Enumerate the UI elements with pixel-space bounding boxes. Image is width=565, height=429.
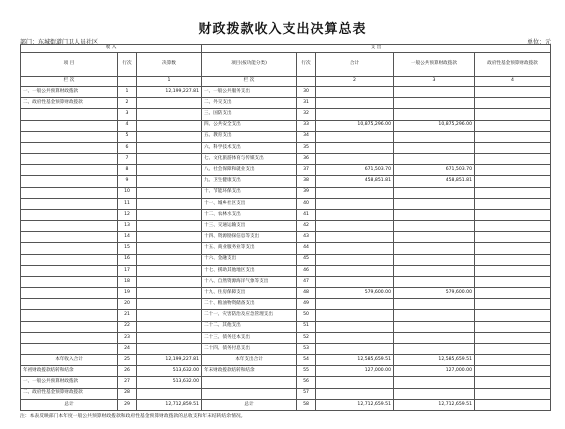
expense-govfund-cell	[475, 321, 551, 332]
expense-lineno-cell: 45	[297, 254, 316, 265]
income-item-cell	[21, 332, 118, 343]
table-row	[21, 243, 551, 254]
expense-total-cell: 579,600.00	[316, 288, 394, 299]
expense-lineno-cell: 43	[297, 232, 316, 243]
expense-item-cell: 一、一般公共服务支出	[202, 87, 297, 98]
expense-lineno-cell: 53	[297, 343, 316, 354]
expense-total-cell	[316, 321, 394, 332]
income-lineno-cell: 16	[118, 254, 137, 265]
table-row	[21, 310, 551, 321]
expense-item-cell: 七、文化旅游体育与传媒支出	[202, 154, 297, 165]
expense-total-cell	[316, 221, 394, 232]
expense-item-cell: 总计	[202, 399, 297, 410]
expense-general-cell	[394, 142, 475, 153]
expense-govfund-cell	[475, 310, 551, 321]
income-amount-cell	[137, 265, 202, 276]
expense-item-cell: 二十四、债务付息支出	[202, 343, 297, 354]
expense-general-cell	[394, 109, 475, 120]
income-amount-cell: 12,199,227.81	[137, 355, 202, 366]
expense-total-cell	[316, 198, 394, 209]
expense-item-cell	[202, 388, 297, 399]
expense-lineno-cell: 47	[297, 276, 316, 287]
expense-item-cell: 十六、金融支出	[202, 254, 297, 265]
income-lineno-cell: 6	[118, 142, 137, 153]
expense-item-cell: 十、节能环保支出	[202, 187, 297, 198]
income-lineno-cell: 26	[118, 366, 137, 377]
expense-govfund-cell	[475, 131, 551, 142]
table-row	[21, 254, 551, 265]
footnote: 注：本表反映部门本年度一般公共预算财政拨款和政府性基金预算财政拨款的总收支和年末结转结余情况。	[20, 414, 246, 419]
expense-govfund-cell	[475, 198, 551, 209]
income-item-cell	[21, 165, 118, 176]
expense-govfund-cell	[475, 299, 551, 310]
expense-item-cell: 十八、自然资源海洋气象等支出	[202, 276, 297, 287]
expense-govfund-header: 政府性基金预算财政拨款	[475, 53, 551, 77]
income-item-cell: 总计	[21, 399, 118, 410]
expense-general-cell	[394, 87, 475, 98]
income-lineno-cell: 22	[118, 321, 137, 332]
expense-total-cell	[316, 243, 394, 254]
expense-general-cell	[394, 187, 475, 198]
expense-govfund-cell	[475, 221, 551, 232]
expense-item-cell: 十九、住房保障支出	[202, 288, 297, 299]
table-row	[21, 276, 551, 287]
expense-lineno-header: 行次	[297, 53, 316, 77]
unit-label: 单位：元	[526, 39, 551, 46]
expense-general-cell	[394, 299, 475, 310]
expense-lineno-cell: 50	[297, 310, 316, 321]
income-lineno-cell: 17	[118, 265, 137, 276]
expense-general-cell	[394, 343, 475, 354]
expense-govfund-cell	[475, 176, 551, 187]
expense-govfund-cell	[475, 332, 551, 343]
table-row	[21, 366, 551, 377]
income-amount-cell	[137, 187, 202, 198]
income-amount-cell	[137, 142, 202, 153]
expense-general-cell: 579,600.00	[394, 288, 475, 299]
income-lineno-header: 行次	[118, 53, 137, 77]
expense-lineno-cell: 33	[297, 120, 316, 131]
expense-govfund-cell	[475, 232, 551, 243]
table-row	[21, 209, 551, 220]
expense-total-cell	[316, 87, 394, 98]
col-number-4: 4	[475, 77, 551, 87]
expense-general-cell	[394, 131, 475, 142]
income-amount-cell	[137, 154, 202, 165]
expense-govfund-cell	[475, 154, 551, 165]
income-lineno-cell: 18	[118, 276, 137, 287]
expense-general-cell	[394, 388, 475, 399]
income-item-cell: 本年收入合计	[21, 355, 118, 366]
income-item-cell: 二、政府性基金预算财政拨款	[21, 388, 118, 399]
income-item-cell	[21, 154, 118, 165]
income-item-cell	[21, 176, 118, 187]
expense-general-cell	[394, 221, 475, 232]
expense-govfund-cell	[475, 243, 551, 254]
expense-lineno-cell: 49	[297, 299, 316, 310]
income-item-cell	[21, 254, 118, 265]
expense-total-cell	[316, 276, 394, 287]
expense-item-cell: 八、社会保障和就业支出	[202, 165, 297, 176]
expense-lineno-cell: 36	[297, 154, 316, 165]
report-title: 财政拨款收入支出决算总表	[198, 22, 367, 37]
income-amount-cell	[137, 198, 202, 209]
income-amount-cell	[137, 176, 202, 187]
income-item-cell	[21, 310, 118, 321]
expense-govfund-cell	[475, 366, 551, 377]
income-amount-cell	[137, 209, 202, 220]
expense-lineno-cell: 55	[297, 366, 316, 377]
expense-total-cell	[316, 142, 394, 153]
expense-total-cell	[316, 254, 394, 265]
expense-total-cell	[316, 187, 394, 198]
income-amount-cell	[137, 243, 202, 254]
table-row	[21, 343, 551, 354]
table-row	[21, 187, 551, 198]
expense-general-cell: 671,503.70	[394, 165, 475, 176]
expense-general-cell: 12,585,659.51	[394, 355, 475, 366]
income-amount-cell: 513,632.00	[137, 366, 202, 377]
expense-lineno-cell: 56	[297, 377, 316, 388]
expense-govfund-cell	[475, 265, 551, 276]
table-row	[21, 377, 551, 388]
expense-item-cell: 二十一、灾害防治及应急管理支出	[202, 310, 297, 321]
income-item-cell	[21, 187, 118, 198]
expense-lineno-cell: 35	[297, 142, 316, 153]
table-row	[21, 332, 551, 343]
income-lineno-cell: 15	[118, 243, 137, 254]
table-row	[21, 321, 551, 332]
expense-item-cell: 十五、商业服务业等支出	[202, 243, 297, 254]
expense-general-cell	[394, 321, 475, 332]
income-amount-cell	[137, 321, 202, 332]
table-row	[21, 265, 551, 276]
expense-lineno-cell: 52	[297, 332, 316, 343]
income-col-label: 栏 次	[21, 77, 118, 87]
expense-total-cell: 10,875,296.00	[316, 120, 394, 131]
expense-item-cell: 五、教育支出	[202, 131, 297, 142]
income-item-header: 项 目	[21, 53, 118, 77]
expense-lineno-cell: 54	[297, 355, 316, 366]
expense-govfund-cell	[475, 355, 551, 366]
expense-item-cell: 年末财政拨款结转和结余	[202, 366, 297, 377]
income-amount-cell	[137, 120, 202, 131]
expense-total-cell	[316, 265, 394, 276]
income-lineno-cell: 3	[118, 109, 137, 120]
income-amount-cell	[137, 232, 202, 243]
income-amount-cell	[137, 165, 202, 176]
table-row	[21, 120, 551, 131]
income-item-cell	[21, 221, 118, 232]
expense-item-cell: 十二、农林水支出	[202, 209, 297, 220]
income-item-cell	[21, 109, 118, 120]
income-item-cell: 年初财政拨款结转和结余	[21, 366, 118, 377]
expense-item-cell: 本年支出合计	[202, 355, 297, 366]
expense-item-cell: 十七、援助其他地区支出	[202, 265, 297, 276]
income-amount-cell	[137, 310, 202, 321]
expense-govfund-cell	[475, 165, 551, 176]
expense-general-cell	[394, 198, 475, 209]
income-amount-cell	[137, 332, 202, 343]
income-amount-cell	[137, 276, 202, 287]
expense-item-cell: 十三、交通运输支出	[202, 221, 297, 232]
income-item-cell: 一、一般公共预算财政拨款	[21, 87, 118, 98]
expense-general-cell	[394, 98, 475, 109]
col-number-3: 3	[394, 77, 475, 87]
expense-item-cell: 三、国防支出	[202, 109, 297, 120]
expense-general-cell	[394, 232, 475, 243]
income-lineno-cell: 23	[118, 332, 137, 343]
income-header: 收 入	[21, 45, 202, 53]
expense-lineno-cell: 44	[297, 243, 316, 254]
expense-general-cell	[394, 265, 475, 276]
expense-govfund-cell	[475, 109, 551, 120]
expense-lineno-cell: 38	[297, 176, 316, 187]
table-row	[21, 165, 551, 176]
col-number-1: 1	[137, 77, 202, 87]
table-row	[21, 355, 551, 366]
expense-total-cell	[316, 131, 394, 142]
expense-total-cell: 458,851.81	[316, 176, 394, 187]
income-lineno-cell: 29	[118, 399, 137, 410]
expense-govfund-cell	[475, 276, 551, 287]
department-label: 部门：东城街道门卫人员社区	[20, 39, 99, 46]
income-lineno-cell: 13	[118, 221, 137, 232]
income-lineno-cell: 14	[118, 232, 137, 243]
income-lineno-cell: 7	[118, 154, 137, 165]
income-amount-cell	[137, 254, 202, 265]
expense-lineno-cell: 41	[297, 209, 316, 220]
expense-item-cell: 二十三、债务还本支出	[202, 332, 297, 343]
income-amount-cell	[137, 131, 202, 142]
expense-total-cell	[316, 343, 394, 354]
income-amount-cell	[137, 288, 202, 299]
income-lineno-cell: 5	[118, 131, 137, 142]
expense-govfund-cell	[475, 399, 551, 410]
expense-total-header: 合计	[316, 53, 394, 77]
income-item-cell	[21, 120, 118, 131]
expense-total-cell	[316, 98, 394, 109]
income-amount-cell: 12,712,859.51	[137, 399, 202, 410]
income-lineno-cell: 19	[118, 288, 137, 299]
income-item-cell	[21, 276, 118, 287]
income-item-cell	[21, 321, 118, 332]
expense-govfund-cell	[475, 209, 551, 220]
income-item-cell	[21, 142, 118, 153]
expense-item-cell: 四、公共安全支出	[202, 120, 297, 131]
expense-general-cell: 458,851.81	[394, 176, 475, 187]
income-lineno-cell: 1	[118, 87, 137, 98]
income-amount-cell	[137, 109, 202, 120]
expense-general-cell	[394, 276, 475, 287]
expense-govfund-cell	[475, 87, 551, 98]
income-item-cell	[21, 299, 118, 310]
expense-govfund-cell	[475, 388, 551, 399]
table-row	[21, 142, 551, 153]
income-item-cell: 一、一般公共预算财政拨款	[21, 377, 118, 388]
expense-lineno-cell: 30	[297, 87, 316, 98]
income-amount-cell	[137, 221, 202, 232]
expense-govfund-cell	[475, 98, 551, 109]
expense-total-cell	[316, 377, 394, 388]
expense-total-cell: 127,000.00	[316, 366, 394, 377]
income-lineno-cell: 25	[118, 355, 137, 366]
expense-item-cell: 十一、城乡社区支出	[202, 198, 297, 209]
income-lineno-cell: 24	[118, 343, 137, 354]
income-amount-cell	[137, 343, 202, 354]
expense-item-header: 项目(按功能分类)	[202, 53, 297, 77]
income-lineno-cell: 21	[118, 310, 137, 321]
expense-govfund-cell	[475, 142, 551, 153]
expense-total-cell: 12,712,659.51	[316, 399, 394, 410]
expense-total-cell: 671,503.70	[316, 165, 394, 176]
expense-total-cell	[316, 299, 394, 310]
income-item-cell: 二、政府性基金预算财政拨款	[21, 98, 118, 109]
expense-govfund-cell	[475, 120, 551, 131]
expense-lineno-cell: 57	[297, 388, 316, 399]
expense-total-cell	[316, 310, 394, 321]
table-row	[21, 109, 551, 120]
income-amount-header: 决算数	[137, 53, 202, 77]
income-lineno-cell: 27	[118, 377, 137, 388]
income-lineno-cell: 11	[118, 198, 137, 209]
income-lineno-cell: 20	[118, 299, 137, 310]
table-row	[21, 299, 551, 310]
expense-general-cell	[394, 377, 475, 388]
expense-total-cell	[316, 388, 394, 399]
income-item-cell	[21, 131, 118, 142]
income-amount-cell	[137, 388, 202, 399]
income-item-cell	[21, 265, 118, 276]
income-item-cell	[21, 343, 118, 354]
table-row	[21, 388, 551, 399]
expense-total-cell	[316, 232, 394, 243]
income-item-cell	[21, 232, 118, 243]
table-row	[21, 288, 551, 299]
expense-lineno-cell: 32	[297, 109, 316, 120]
income-lineno-cell: 10	[118, 187, 137, 198]
income-item-cell	[21, 288, 118, 299]
expense-lineno-cell: 39	[297, 187, 316, 198]
table-row	[21, 98, 551, 109]
expense-item-cell: 二十二、其他支出	[202, 321, 297, 332]
expense-total-cell	[316, 209, 394, 220]
expense-general-cell: 12,712,659.51	[394, 399, 475, 410]
table-row	[21, 232, 551, 243]
income-amount-cell	[137, 98, 202, 109]
expense-lineno-cell: 46	[297, 265, 316, 276]
income-lineno-cell: 9	[118, 176, 137, 187]
expense-lineno-cell: 37	[297, 165, 316, 176]
expense-lineno-cell: 34	[297, 131, 316, 142]
expense-govfund-cell	[475, 377, 551, 388]
expense-general-cell: 127,000.00	[394, 366, 475, 377]
expense-lineno-cell: 48	[297, 288, 316, 299]
expense-general-cell	[394, 209, 475, 220]
expense-general-cell	[394, 332, 475, 343]
expense-general-cell: 10,875,296.00	[394, 120, 475, 131]
income-lineno-cell: 28	[118, 388, 137, 399]
table-row	[21, 131, 551, 142]
table-row	[21, 154, 551, 165]
income-item-cell	[21, 243, 118, 254]
expense-govfund-cell	[475, 187, 551, 198]
table-row	[21, 176, 551, 187]
expense-header: 支 出	[202, 45, 551, 53]
expense-total-cell: 12,585,659.51	[316, 355, 394, 366]
report-table	[20, 44, 551, 411]
income-amount-cell	[137, 299, 202, 310]
expense-col-label: 栏 次	[202, 77, 297, 87]
col-number-2: 2	[316, 77, 394, 87]
income-lineno-cell: 8	[118, 165, 137, 176]
income-item-cell	[21, 198, 118, 209]
expense-total-cell	[316, 154, 394, 165]
expense-item-cell: 六、科学技术支出	[202, 142, 297, 153]
expense-govfund-cell	[475, 254, 551, 265]
expense-item-cell: 二、外交支出	[202, 98, 297, 109]
expense-lineno-cell: 31	[297, 98, 316, 109]
expense-item-cell: 十四、资源勘探信息等支出	[202, 232, 297, 243]
expense-item-cell	[202, 377, 297, 388]
expense-general-cell	[394, 243, 475, 254]
expense-lineno-cell: 51	[297, 321, 316, 332]
expense-general-cell	[394, 254, 475, 265]
expense-lineno-cell: 40	[297, 198, 316, 209]
income-amount-cell: 513,632.00	[137, 377, 202, 388]
expense-total-cell	[316, 109, 394, 120]
table-row	[21, 87, 551, 98]
income-item-cell	[21, 209, 118, 220]
expense-govfund-cell	[475, 343, 551, 354]
expense-lineno-cell: 58	[297, 399, 316, 410]
table-row	[21, 221, 551, 232]
table-row	[21, 399, 551, 410]
expense-total-cell	[316, 332, 394, 343]
income-lineno-cell: 12	[118, 209, 137, 220]
income-lineno-cell: 4	[118, 120, 137, 131]
income-lineno-cell: 2	[118, 98, 137, 109]
expense-general-cell	[394, 310, 475, 321]
expense-lineno-cell: 42	[297, 221, 316, 232]
expense-item-cell: 二十、粮油物资储备支出	[202, 299, 297, 310]
expense-general-header: 一般公共预算财政拨款	[394, 53, 475, 77]
table-row	[21, 198, 551, 209]
expense-item-cell: 九、卫生健康支出	[202, 176, 297, 187]
income-amount-cell: 12,199,227.81	[137, 87, 202, 98]
expense-general-cell	[394, 154, 475, 165]
expense-govfund-cell	[475, 288, 551, 299]
